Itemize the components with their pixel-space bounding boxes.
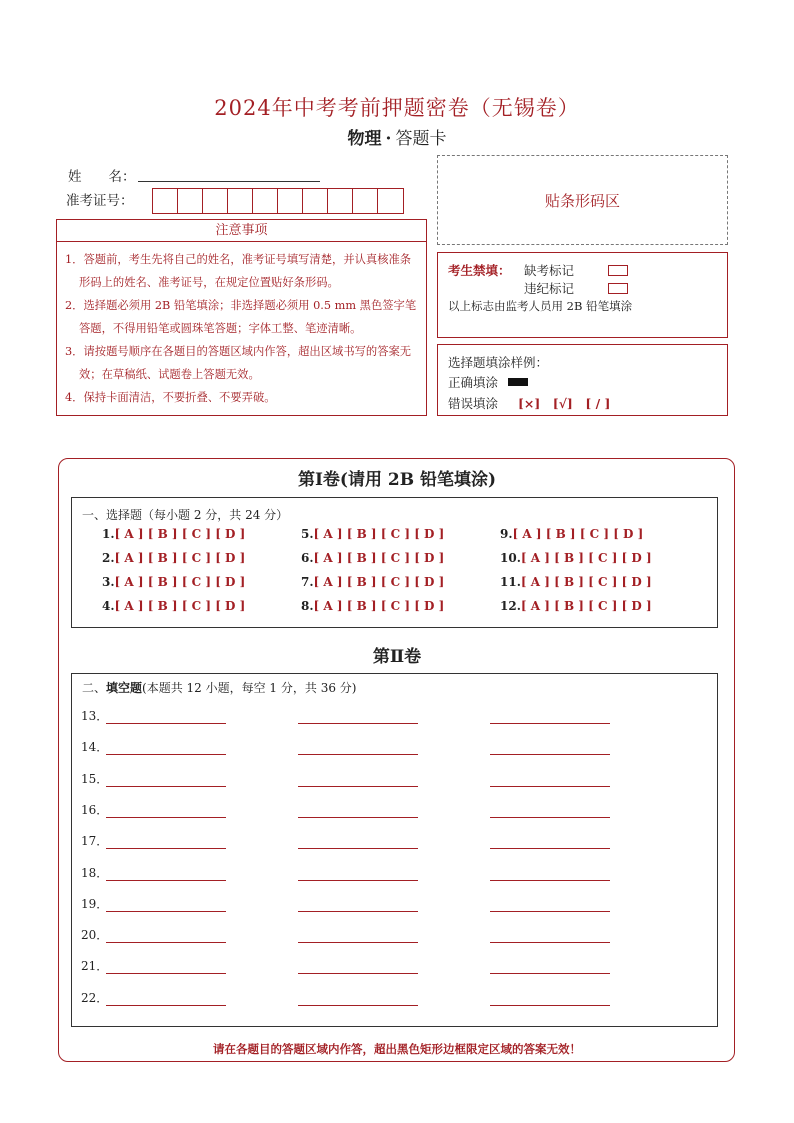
missing-label: 缺考标记 [524, 263, 575, 278]
id-digit-box[interactable] [203, 189, 228, 213]
fill-blank-section [71, 673, 718, 1027]
answer-blank-line[interactable] [490, 786, 610, 787]
answer-blank-line[interactable] [106, 973, 226, 974]
notice-item: 1．答题前，考生先将自己的姓名，准考证号填写清楚，并认真核准条形码上的姓名、准考证号，在规定位置贴好条形码。 [65, 253, 412, 289]
answer-blank-line[interactable] [490, 817, 610, 818]
answer-blank-line[interactable] [106, 942, 226, 943]
blank-question-number: 15． [81, 771, 109, 786]
answer-blank-line[interactable] [106, 817, 226, 818]
notice-box [56, 242, 427, 416]
answer-blank-line[interactable] [106, 880, 226, 881]
answer-blank-line[interactable] [490, 911, 610, 912]
fill-section-bold: 填空题 [106, 681, 143, 695]
id-digit-box[interactable] [153, 189, 178, 213]
blank-question-number: 22． [81, 990, 109, 1005]
answer-blank-line[interactable] [490, 973, 610, 974]
blank-question-number: 14． [81, 740, 109, 755]
question-number: 1. [102, 527, 115, 541]
id-digit-box[interactable] [228, 189, 253, 213]
question-number: 5. [301, 527, 314, 541]
answer-blank-line[interactable] [490, 942, 610, 943]
choice-question[interactable] [102, 527, 245, 541]
answer-blank-line[interactable] [106, 754, 226, 755]
choice-question[interactable] [301, 575, 444, 589]
blank-question-number: 19． [81, 896, 109, 911]
answer-blank-line[interactable] [298, 1005, 418, 1006]
answer-blank-line[interactable] [490, 848, 610, 849]
proctor-note: 以上标志由监考人员用 2B 铅笔填涂 [448, 299, 633, 313]
question-number: 10. [500, 551, 521, 565]
choice-question[interactable] [301, 551, 444, 565]
fill-section-prefix: 二、 [82, 681, 107, 695]
answer-options[interactable]: [ A ] [ B ] [ C ] [ D ] [313, 575, 445, 589]
answer-blank-line[interactable] [106, 786, 226, 787]
sample-title: 选择题填涂样例： [448, 355, 549, 370]
choice-question[interactable] [102, 551, 245, 565]
blank-question-number: 21． [81, 959, 109, 974]
name-label: 姓 名： [68, 169, 136, 185]
id-digit-box[interactable] [328, 189, 353, 213]
id-digit-box[interactable] [303, 189, 328, 213]
blank-question-number: 16． [81, 802, 109, 817]
violation-label: 违纪标记 [524, 281, 575, 296]
answer-blank-line[interactable] [106, 911, 226, 912]
name-field[interactable] [138, 180, 320, 182]
answer-options[interactable]: [ A ] [ B ] [ C ] [ D ] [313, 527, 445, 541]
id-number-boxes[interactable] [152, 188, 404, 214]
choice-question[interactable] [102, 599, 245, 613]
choice-question[interactable] [301, 527, 444, 541]
question-number: 11. [500, 575, 521, 589]
question-number: 7. [301, 575, 314, 589]
answer-blank-line[interactable] [298, 723, 418, 724]
id-digit-box[interactable] [353, 189, 378, 213]
proctor-box [437, 252, 728, 338]
exam-title: 2024年中考考前押题密卷（无锡卷） [214, 96, 580, 120]
answer-blank-line[interactable] [490, 723, 610, 724]
question-number: 9. [500, 527, 513, 541]
choice-question[interactable] [500, 551, 652, 565]
notice-title: 注意事项 [56, 219, 427, 242]
subject-label: 物理 [347, 129, 382, 149]
blank-question-number: 20． [81, 928, 109, 943]
card-label: 答题卡 [395, 129, 447, 149]
fill-section-rest: (本题共 12 小题，每空 1 分，共 36 分) [142, 681, 357, 695]
subtitle-dot: · [385, 129, 392, 149]
answer-blank-line[interactable] [106, 1005, 226, 1006]
blank-question-number: 13． [81, 709, 109, 723]
wrong-marks: [×] [√] [ / ] [518, 396, 611, 411]
notice-item: 4．保持卡面清洁，不要折叠、不要弄破。 [65, 391, 276, 404]
exam-subtitle [0, 124, 794, 149]
footer-warning: 请在各题目的答题区域内作答，超出黑色矩形边框限定区域的答案无效！ [213, 1042, 581, 1056]
choice-question[interactable] [102, 575, 245, 589]
choice-section-title: 一、选择题（每小题 2 分，共 24 分） [82, 508, 289, 522]
answer-options[interactable]: [ A ] [ B ] [ C ] [ D ] [520, 551, 652, 565]
answer-blank-line[interactable] [106, 723, 226, 724]
id-digit-box[interactable] [278, 189, 303, 213]
fill-sample-box [437, 344, 728, 416]
question-number: 3. [102, 575, 115, 589]
answer-options[interactable]: [ A ] [ B ] [ C ] [ D ] [520, 575, 652, 589]
correct-label: 正确填涂 [448, 375, 499, 390]
part1-title: 第Ⅰ卷(请用 2B 铅笔填涂) [297, 470, 497, 490]
barcode-area [437, 155, 728, 245]
blank-question-number: 17． [81, 834, 109, 849]
answer-blank-line[interactable] [298, 817, 418, 818]
answer-blank-line[interactable] [298, 880, 418, 881]
missing-mark-box[interactable] [608, 265, 628, 276]
choice-question[interactable] [301, 599, 444, 613]
choice-question[interactable] [500, 599, 652, 613]
correct-fill-sample [508, 378, 528, 386]
answer-options[interactable]: [ A ] [ B ] [ C ] [ D ] [114, 527, 246, 541]
answer-blank-line[interactable] [298, 754, 418, 755]
answer-options[interactable]: [ A ] [ B ] [ C ] [ D ] [313, 551, 445, 565]
id-digit-box[interactable] [253, 189, 278, 213]
answer-blank-line[interactable] [298, 848, 418, 849]
part2-title: 第Ⅱ卷 [372, 647, 422, 667]
fill-section-title [82, 679, 356, 696]
wrong-label: 错误填涂 [448, 396, 499, 411]
choice-section [71, 497, 718, 628]
answer-options[interactable]: [ A ] [ B ] [ C ] [ D ] [114, 599, 246, 613]
question-number: 12. [500, 599, 521, 613]
answer-blank-line[interactable] [298, 942, 418, 943]
answer-blank-line[interactable] [490, 1005, 610, 1006]
blank-question-number: 18． [81, 865, 109, 880]
question-number: 4. [102, 599, 115, 613]
answer-options[interactable]: [ A ] [ B ] [ C ] [ D ] [313, 599, 445, 613]
question-number: 2. [102, 551, 115, 565]
id-label: 准考证号： [66, 193, 134, 209]
id-digit-box[interactable] [178, 189, 203, 213]
choice-question[interactable] [500, 575, 652, 589]
answer-options[interactable]: [ A ] [ B ] [ C ] [ D ] [114, 575, 246, 589]
answer-options[interactable]: [ A ] [ B ] [ C ] [ D ] [520, 599, 652, 613]
question-number: 8. [301, 599, 314, 613]
answer-options[interactable]: [ A ] [ B ] [ C ] [ D ] [512, 527, 644, 541]
barcode-label: 贴条形码区 [544, 191, 620, 210]
answer-blank-line[interactable] [106, 848, 226, 849]
answer-blank-line[interactable] [298, 786, 418, 787]
answer-options[interactable]: [ A ] [ B ] [ C ] [ D ] [114, 551, 246, 565]
forbid-label: 考生禁填： [448, 263, 511, 278]
answer-blank-line[interactable] [298, 973, 418, 974]
violation-mark-box[interactable] [608, 283, 628, 294]
answer-blank-line[interactable] [490, 880, 610, 881]
id-digit-box[interactable] [378, 189, 403, 213]
answer-blank-line[interactable] [298, 911, 418, 912]
answer-blank-line[interactable] [490, 754, 610, 755]
question-number: 6. [301, 551, 314, 565]
choice-question[interactable] [500, 527, 643, 541]
notice-item: 2．选择题必须用 2B 铅笔填涂；非选择题必须用 0.5 mm 黑色签字笔答题，不得用铅笔或圆珠笔答题；字体工整、笔迹清晰。 [65, 299, 417, 335]
notice-item: 3．请按题号顺序在各题目的答题区域内作答，超出区域书写的答案无效；在草稿纸、试题卷上答题无效。 [65, 345, 412, 381]
